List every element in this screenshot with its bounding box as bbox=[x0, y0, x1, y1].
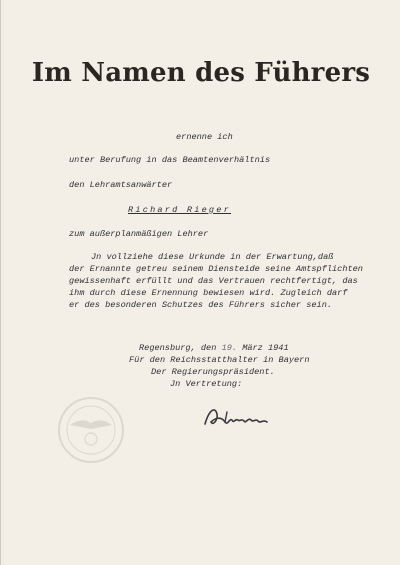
date-line bbox=[139, 343, 289, 354]
authority-line-3: Jn Vertretung: bbox=[170, 379, 243, 389]
authority-line-2: Der Regierungspräsident. bbox=[151, 367, 275, 377]
document-heading: Im Namen des Führers bbox=[31, 58, 371, 88]
signature-icon bbox=[201, 400, 276, 435]
body-line: ihm durch diese Ernennung bewiesen wird. Zugleich darf bbox=[69, 288, 348, 298]
line-anwaerter: den Lehramtsanwärter bbox=[69, 180, 173, 190]
body-line: er des besonderen Schutzes des Führers sicher sein. bbox=[69, 300, 333, 310]
body-line: Jn vollziehe diese Urkunde in der Erwartung,daß bbox=[91, 252, 334, 262]
date-month-year: März 1941 bbox=[242, 343, 289, 353]
appointee-name: Richard Rieger bbox=[128, 205, 231, 215]
body-line: gewissenhaft erfüllt und das Vertrauen rechtfertigt, das bbox=[69, 276, 358, 286]
authority-line-1: Für den Reichsstatthalter in Bayern bbox=[129, 355, 310, 365]
date-place: Regensburg, den bbox=[139, 343, 217, 353]
date-day: 19. bbox=[221, 343, 238, 353]
line-position: zum außerplanmäßigen Lehrer bbox=[69, 229, 209, 239]
embossed-seal-icon bbox=[56, 395, 126, 465]
body-line: der Ernannte getreu seinem Diensteide seine Amtspflichten bbox=[69, 264, 363, 274]
line-berufung: unter Berufung in das Beamtenverhältnis bbox=[69, 155, 271, 165]
line-ernenne: ernenne ich bbox=[176, 132, 233, 142]
